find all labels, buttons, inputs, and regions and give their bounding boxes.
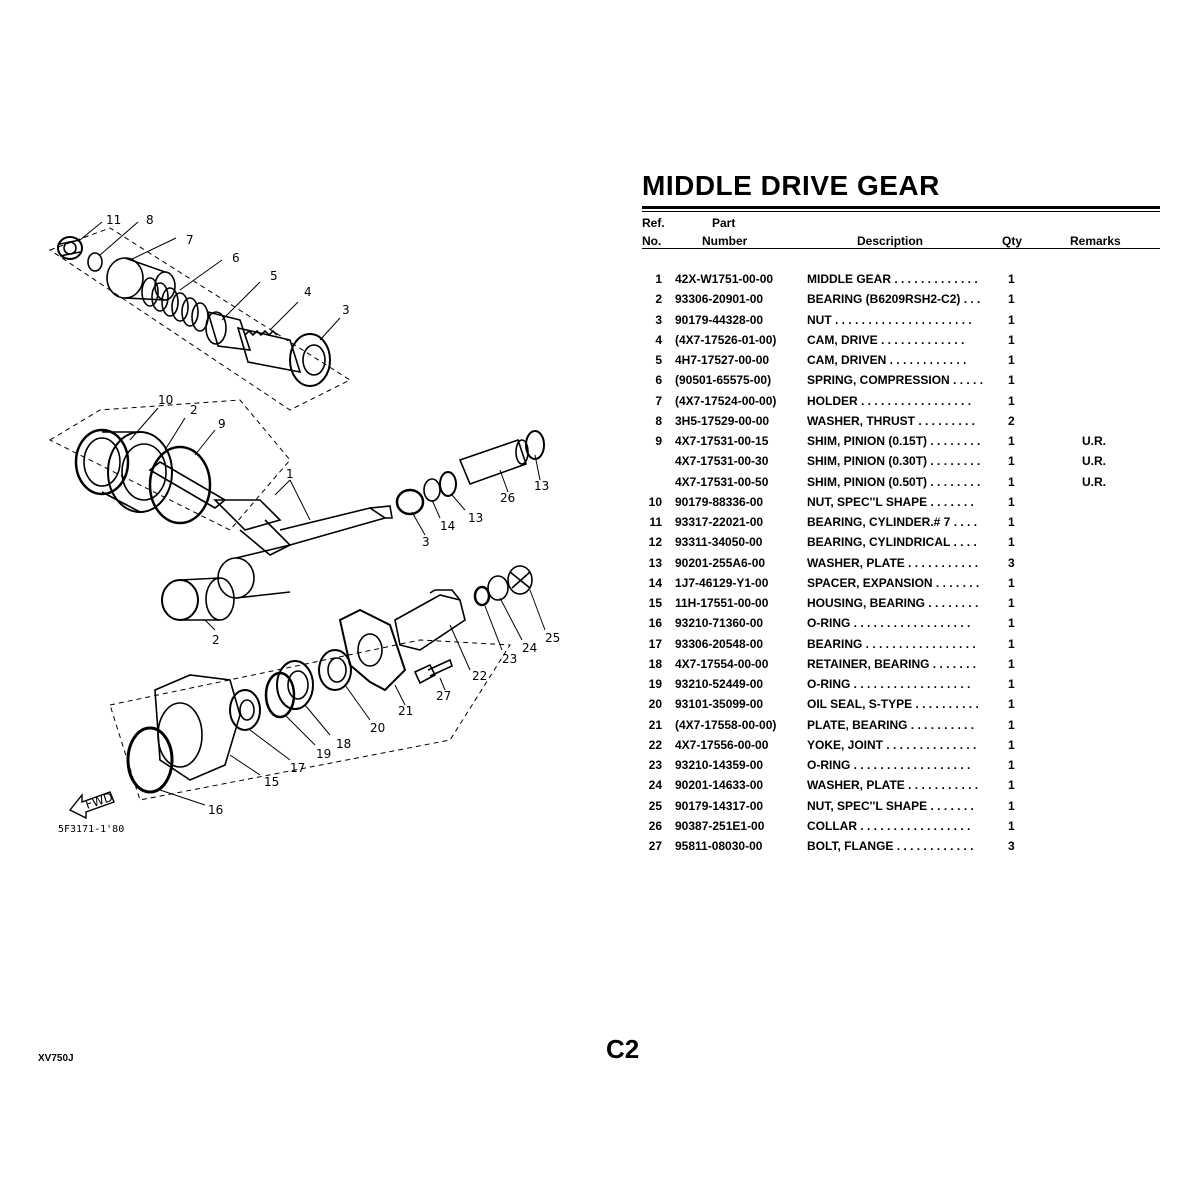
- callout-7: 7: [186, 233, 194, 247]
- table-row: [640, 434, 1160, 454]
- part-9-shim: [150, 447, 210, 523]
- description-cell: HOLDER . . . . . . . . . . . . . . . . .: [807, 393, 972, 408]
- ref-cell: 20: [648, 697, 662, 712]
- qty-cell: 1: [1008, 697, 1015, 712]
- ref-cell: 9: [655, 434, 662, 448]
- ref-cell: 21: [648, 717, 662, 732]
- table-row: [640, 373, 1160, 393]
- qty-cell: 1: [1008, 717, 1015, 732]
- description-cell: CAM, DRIVEN . . . . . . . . . . . .: [807, 353, 967, 367]
- ref-cell: 11: [649, 515, 662, 529]
- part-number-cell: 93306-20548-00: [675, 636, 764, 651]
- callout-13-right: 13: [534, 479, 550, 493]
- qty-cell: 1: [1008, 677, 1015, 691]
- table-row: [640, 677, 1160, 697]
- part-number-cell: 93306-20901-00: [675, 292, 764, 307]
- ref-cell: 13: [648, 555, 662, 570]
- exploded-parts-diagram: [40, 200, 600, 850]
- ref-cell: 5: [655, 353, 662, 367]
- callout-18: 18: [336, 737, 352, 751]
- description-cell: COLLAR . . . . . . . . . . . . . . . . .: [807, 818, 971, 833]
- callout-6: 6: [232, 251, 240, 265]
- description-cell: O-RING . . . . . . . . . . . . . . . . . .: [807, 758, 971, 772]
- qty-cell: 1: [1008, 575, 1015, 590]
- qty-cell: 1: [1008, 778, 1015, 793]
- remarks-cell: U.R.: [1082, 454, 1106, 469]
- qty-cell: 1: [1008, 494, 1015, 509]
- callout-14: 14: [440, 519, 456, 533]
- header-part-line2: Number: [702, 234, 748, 248]
- part-number-cell: 90201-14633-00: [675, 778, 764, 793]
- callout-20: 20: [370, 721, 386, 735]
- callout-1: 1: [286, 467, 294, 481]
- callout-13: 13: [468, 511, 484, 525]
- qty-cell: 1: [1008, 515, 1015, 529]
- header-remarks: Remarks: [1070, 234, 1121, 248]
- description-cell: O-RING . . . . . . . . . . . . . . . . . .: [807, 616, 971, 631]
- part-number-cell: 4X7-17531-00-30: [675, 454, 769, 469]
- part-2-lower-bearing: [162, 578, 234, 620]
- description-cell: WASHER, PLATE . . . . . . . . . . .: [807, 778, 979, 793]
- description-cell: BEARING (B6209RSH2-C2) . . .: [807, 292, 981, 307]
- qty-cell: 1: [1008, 454, 1015, 469]
- part-number-cell: 1J7-46129-Y1-00: [675, 575, 769, 590]
- ref-cell: 24: [648, 778, 662, 793]
- header-rule: [642, 248, 1160, 249]
- table-row: [640, 495, 1160, 515]
- description-cell: SHIM, PINION (0.30T) . . . . . . . .: [807, 454, 981, 469]
- part-number-cell: 90179-44328-00: [675, 312, 764, 327]
- callout-5: 5: [270, 269, 278, 283]
- table-row: [640, 819, 1160, 839]
- qty-cell: 1: [1008, 332, 1015, 347]
- part-number-cell: 3H5-17529-00-00: [675, 413, 770, 428]
- ref-cell: 14: [648, 575, 662, 590]
- model-code: XV750J: [38, 1053, 74, 1064]
- part-number-cell: 95811-08030-00: [675, 839, 763, 853]
- callout-25: 25: [545, 631, 561, 645]
- part-7-holder: [107, 258, 175, 300]
- callout-19: 19: [316, 747, 332, 761]
- ref-cell: 27: [648, 839, 662, 853]
- page-number: C2: [606, 1034, 640, 1064]
- qty-cell: 2: [1008, 413, 1015, 428]
- table-row: [640, 292, 1160, 312]
- title-rule-thick: [642, 206, 1160, 209]
- description-cell: O-RING . . . . . . . . . . . . . . . . . .: [807, 677, 971, 691]
- qty-cell: 1: [1008, 818, 1015, 833]
- ref-cell: 4: [655, 332, 662, 347]
- callout-2-lower: 2: [212, 633, 220, 647]
- description-cell: RETAINER, BEARING . . . . . . .: [807, 656, 977, 671]
- part-number-cell: (90501-65575-00): [675, 373, 772, 388]
- part-20-oil-seal: [319, 650, 351, 690]
- qty-cell: 1: [1008, 292, 1015, 307]
- part-number-cell: 93317-22021-00: [675, 515, 764, 529]
- callout-21: 21: [398, 704, 414, 718]
- part-number-cell: (4X7-17524-00-00): [675, 393, 777, 408]
- remarks-cell: U.R.: [1082, 474, 1106, 489]
- ref-cell: 19: [648, 677, 662, 691]
- parts-table: [640, 272, 1160, 859]
- table-row: [640, 799, 1160, 819]
- table-row: [640, 272, 1160, 292]
- qty-cell: 1: [1008, 596, 1015, 610]
- part-number-cell: 11H-17551-00-00: [675, 596, 769, 610]
- callout-9: 9: [218, 417, 226, 431]
- callout-8: 8: [146, 213, 154, 227]
- ref-cell: 18: [648, 656, 662, 671]
- description-cell: WASHER, THRUST . . . . . . . . .: [807, 413, 976, 428]
- header-ref-line1: Ref.: [642, 216, 665, 230]
- ref-cell: 1: [655, 272, 662, 286]
- callout-24: 24: [522, 641, 538, 655]
- ref-cell: 23: [648, 758, 662, 772]
- table-row: [640, 697, 1160, 717]
- callout-2: 2: [190, 403, 198, 417]
- ref-cell: 8: [655, 413, 662, 428]
- table-row: [640, 657, 1160, 677]
- remarks-cell: U.R.: [1082, 434, 1106, 448]
- callout-11: 11: [106, 213, 122, 227]
- table-row: [640, 637, 1160, 657]
- ref-cell: 3: [655, 312, 662, 327]
- table-row: [640, 515, 1160, 535]
- upper-group-outline: [50, 228, 350, 410]
- description-cell: BOLT, FLANGE . . . . . . . . . . . .: [807, 839, 974, 853]
- table-row: [640, 535, 1160, 555]
- table-row: [640, 738, 1160, 758]
- part-number-cell: 4X7-17531-00-50: [675, 474, 769, 489]
- table-row: [640, 394, 1160, 414]
- qty-cell: 1: [1008, 798, 1015, 813]
- ref-cell: 26: [648, 818, 662, 833]
- qty-cell: 1: [1008, 353, 1015, 367]
- part-number-cell: 4X7-17556-00-00: [675, 737, 769, 752]
- part-number-cell: 90387-251E1-00: [675, 818, 765, 833]
- part-11-bearing: [58, 237, 82, 259]
- qty-cell: 1: [1008, 373, 1015, 388]
- title-rule-thin: [642, 211, 1160, 212]
- description-cell: SHIM, PINION (0.50T) . . . . . . . .: [807, 474, 981, 489]
- description-cell: SPRING, COMPRESSION . . . . .: [807, 373, 984, 388]
- callout-4: 4: [304, 285, 312, 299]
- description-cell: NUT, SPEC''L SHAPE . . . . . . .: [807, 494, 974, 509]
- part-2-bearing: [102, 432, 172, 512]
- description-cell: PLATE, BEARING . . . . . . . . . .: [807, 717, 975, 732]
- description-cell: BEARING . . . . . . . . . . . . . . . . .: [807, 636, 976, 651]
- ref-cell: 25: [648, 798, 662, 813]
- ref-cell: 2: [655, 292, 662, 307]
- part-19-o-ring: [266, 673, 294, 717]
- part-25-nut: [508, 566, 532, 594]
- part-number-cell: 4X7-17531-00-15: [675, 434, 769, 448]
- ref-cell: 6: [655, 373, 662, 388]
- qty-cell: 1: [1008, 737, 1015, 752]
- description-cell: SPACER, EXPANSION . . . . . . .: [807, 575, 980, 590]
- qty-cell: 3: [1008, 839, 1015, 853]
- description-cell: CAM, DRIVE . . . . . . . . . . . . .: [807, 332, 965, 347]
- header-ref-line2: No.: [642, 234, 662, 248]
- description-cell: NUT . . . . . . . . . . . . . . . . . . . . .: [807, 312, 972, 327]
- table-row: [640, 596, 1160, 616]
- description-cell: SHIM, PINION (0.15T) . . . . . . . .: [807, 434, 981, 448]
- ref-cell: 12: [648, 535, 662, 550]
- qty-cell: 1: [1008, 616, 1015, 631]
- callout-23: 23: [502, 652, 518, 666]
- part-27-bolt: [415, 660, 452, 683]
- table-row: [640, 576, 1160, 596]
- part-number-cell: 93210-52449-00: [675, 677, 764, 691]
- qty-cell: 1: [1008, 272, 1015, 286]
- ref-cell: 22: [648, 737, 662, 752]
- middle-group-outline: [50, 400, 290, 530]
- table-row: [640, 353, 1160, 373]
- part-number-cell: 93101-35099-00: [675, 697, 764, 712]
- qty-cell: 1: [1008, 474, 1015, 489]
- description-cell: WASHER, PLATE . . . . . . . . . . .: [807, 555, 979, 570]
- part-number-cell: 93210-71360-00: [675, 616, 764, 631]
- part-18-retainer: [277, 661, 313, 709]
- part-number-cell: 4H7-17527-00-00: [675, 353, 770, 367]
- callout-10: 10: [158, 393, 174, 407]
- callout-26: 26: [500, 491, 516, 505]
- part-number-cell: 90201-255A6-00: [675, 555, 766, 570]
- description-cell: YOKE, JOINT . . . . . . . . . . . . . .: [807, 737, 977, 752]
- header-qty: Qty: [1002, 234, 1023, 248]
- qty-cell: 3: [1008, 555, 1015, 570]
- ref-cell: 16: [648, 616, 662, 631]
- table-row: [640, 475, 1160, 495]
- qty-cell: 1: [1008, 656, 1015, 671]
- table-row: [640, 414, 1160, 434]
- part-number-cell: 90179-88336-00: [675, 494, 764, 509]
- callout-16: 16: [208, 803, 224, 817]
- part-24-washer: [488, 576, 508, 600]
- table-row: [640, 718, 1160, 738]
- callout-27: 27: [436, 689, 452, 703]
- part-number-cell: 93210-14359-00: [675, 758, 764, 772]
- forward-arrow-icon: [70, 790, 115, 818]
- diagram-code: 5F3171-1'80: [58, 824, 125, 835]
- description-cell: OIL SEAL, S-TYPE . . . . . . . . . .: [807, 697, 979, 712]
- part-15-housing: [155, 675, 240, 780]
- qty-cell: 1: [1008, 393, 1015, 408]
- qty-cell: 1: [1008, 312, 1015, 327]
- page-title: MIDDLE DRIVE GEAR: [642, 170, 940, 201]
- callout-3-lower: 3: [422, 535, 430, 549]
- ref-cell: 7: [655, 393, 662, 408]
- table-row: [640, 839, 1160, 859]
- table-row: [640, 758, 1160, 778]
- part-number-cell: 4X7-17554-00-00: [675, 656, 769, 671]
- table-row: [640, 556, 1160, 576]
- ref-cell: 10: [648, 494, 662, 509]
- callout-15: 15: [264, 775, 280, 789]
- part-number-cell: (4X7-17526-01-00): [675, 332, 777, 347]
- part-8-washer: [88, 253, 102, 271]
- callout-17: 17: [290, 761, 306, 775]
- description-cell: MIDDLE GEAR . . . . . . . . . . . . .: [807, 272, 978, 286]
- header-part-line1: Part: [712, 216, 736, 230]
- table-row: [640, 778, 1160, 798]
- description-cell: NUT, SPEC''L SHAPE . . . . . . .: [807, 798, 974, 813]
- description-cell: BEARING, CYLINDER.# 7 . . . .: [807, 515, 978, 529]
- fwd-label: FWD: [83, 789, 115, 812]
- header-description: Description: [857, 234, 924, 248]
- qty-cell: 1: [1008, 758, 1015, 772]
- qty-cell: 1: [1008, 434, 1015, 448]
- description-cell: BEARING, CYLINDRICAL . . . .: [807, 535, 977, 550]
- part-number-cell: 93311-34050-00: [675, 535, 763, 550]
- table-row: [640, 333, 1160, 353]
- table-row: [640, 616, 1160, 636]
- qty-cell: 1: [1008, 636, 1015, 651]
- part-number-cell: (4X7-17558-00-00): [675, 717, 777, 732]
- part-number-cell: 42X-W1751-00-00: [675, 272, 774, 286]
- callout-3: 3: [342, 303, 350, 317]
- table-row: [640, 313, 1160, 333]
- description-cell: HOUSING, BEARING . . . . . . . .: [807, 596, 979, 610]
- ref-cell: 15: [648, 596, 662, 610]
- part-number-cell: 90179-14317-00: [675, 798, 764, 813]
- qty-cell: 1: [1008, 535, 1015, 550]
- ref-cell: 17: [648, 636, 662, 651]
- table-row: [640, 454, 1160, 474]
- part-23-o-ring: [475, 587, 489, 605]
- callout-22: 22: [472, 669, 488, 683]
- part-3-14-13-shims: [397, 472, 456, 514]
